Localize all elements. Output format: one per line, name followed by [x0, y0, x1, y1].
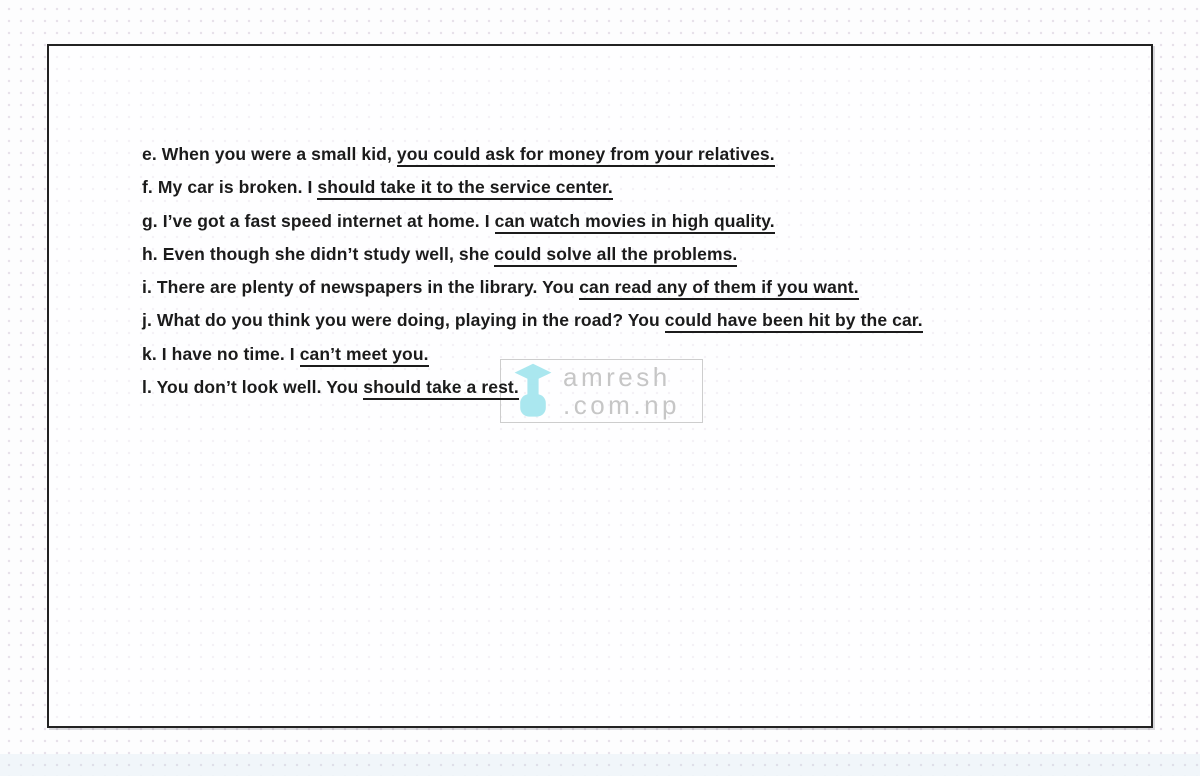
sentence-underlined: could solve all the problems.	[494, 244, 737, 267]
sentence-underlined: should take it to the service center.	[317, 177, 612, 200]
sentence-plain: h. Even though she didn’t study well, she	[142, 243, 495, 264]
sentence-underlined: should take a rest.	[363, 377, 519, 400]
sentence-plain: j. What do you think you were doing, playing in the road? You	[142, 310, 665, 331]
sentence-underlined: could have been hit by the car.	[665, 310, 923, 333]
sentence-underlined: can watch movies in high quality.	[495, 211, 775, 234]
sentence-line-g	[142, 205, 923, 238]
sentence-underlined: can read any of them if you want.	[579, 277, 858, 300]
sentence-underlined: can’t meet you.	[300, 344, 429, 367]
sentence-line-h	[142, 238, 923, 271]
sentence-line-j	[142, 304, 923, 337]
document-page	[47, 44, 1153, 728]
sentence-list	[142, 138, 923, 404]
sentence-plain: f. My car is broken. I	[142, 177, 318, 198]
sentence-line-l	[142, 371, 923, 404]
sentence-line-k	[142, 338, 923, 371]
sentence-plain: l. You don’t look well. You	[142, 377, 364, 398]
sentence-underlined: you could ask for money from your relatives.	[397, 144, 775, 167]
watermark-domain-tld: .com.np	[563, 390, 680, 420]
sentence-plain: i. There are plenty of newspapers in the library. You	[142, 277, 580, 298]
bottom-tint-strip	[0, 754, 1200, 776]
sentence-line-e	[142, 138, 923, 171]
sentence-line-i	[142, 271, 923, 304]
sentence-plain: e. When you were a small kid,	[142, 144, 397, 164]
sentence-line-f	[142, 171, 923, 204]
sentence-plain: g. I’ve got a fast speed internet at home. I	[142, 210, 495, 231]
sentence-plain: k. I have no time. I	[142, 343, 300, 364]
watermark-domain-name: amresh	[563, 362, 671, 392]
